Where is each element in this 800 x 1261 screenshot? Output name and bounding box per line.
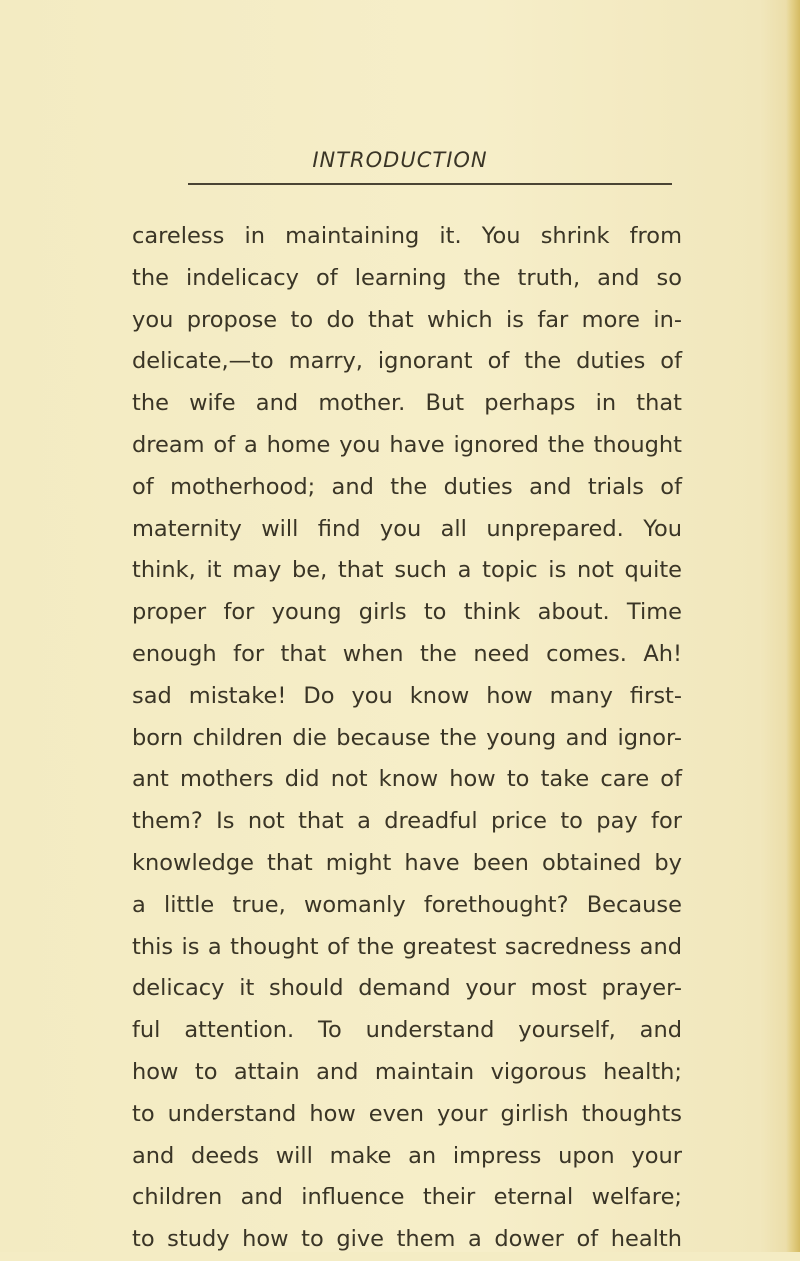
text-line: enough for that when the need comes. Ah! bbox=[132, 640, 682, 667]
text-line: a little true, womanly forethought? Because bbox=[132, 891, 682, 918]
text-line: maternity will find you all unprepared. You bbox=[132, 515, 682, 542]
body-text bbox=[132, 216, 682, 1261]
text-line: born children die because the young and ignor- bbox=[132, 724, 682, 751]
text-line: to understand how even your girlish thoughts bbox=[132, 1100, 682, 1127]
text-line: delicate,—to marry, ignorant of the duties of bbox=[132, 348, 682, 375]
running-head: INTRODUCTION bbox=[312, 148, 488, 172]
text-line: delicacy it should demand your most prayer- bbox=[132, 975, 682, 1002]
text-line: you propose to do that which is far more in- bbox=[132, 306, 682, 333]
text-line: and deeds will make an impress upon your bbox=[132, 1142, 682, 1169]
text-line: sad mistake! Do you know how many first- bbox=[132, 682, 682, 709]
text-line: ful attention. To understand yourself, and bbox=[132, 1017, 682, 1044]
header-rule bbox=[188, 183, 672, 185]
text-line: how to attain and maintain vigorous health; bbox=[132, 1058, 682, 1085]
text-line: them? Is not that a dreadful price to pay for bbox=[132, 808, 682, 835]
text-line: the indelicacy of learning the truth, and so bbox=[132, 264, 682, 291]
text-line: knowledge that might have been obtained by bbox=[132, 849, 682, 876]
text-line: dream of a home you have ignored the thought bbox=[132, 431, 682, 458]
text-line: proper for young girls to think about. Time bbox=[132, 599, 682, 626]
text-line: this is a thought of the greatest sacredness and bbox=[132, 933, 682, 960]
text-line: the wife and mother. But perhaps in that bbox=[132, 390, 682, 417]
text-line: think, it may be, that such a topic is not quite bbox=[132, 557, 682, 584]
page-edge bbox=[786, 0, 800, 1252]
text-line: to study how to give them a dower of health bbox=[132, 1226, 682, 1253]
text-line: children and influence their eternal welfare; bbox=[132, 1184, 682, 1211]
text-line: of motherhood; and the duties and trials of bbox=[132, 473, 682, 500]
text-line: careless in maintaining it. You shrink from bbox=[132, 223, 682, 249]
text-line: ant mothers did not know how to take care of bbox=[132, 766, 682, 793]
